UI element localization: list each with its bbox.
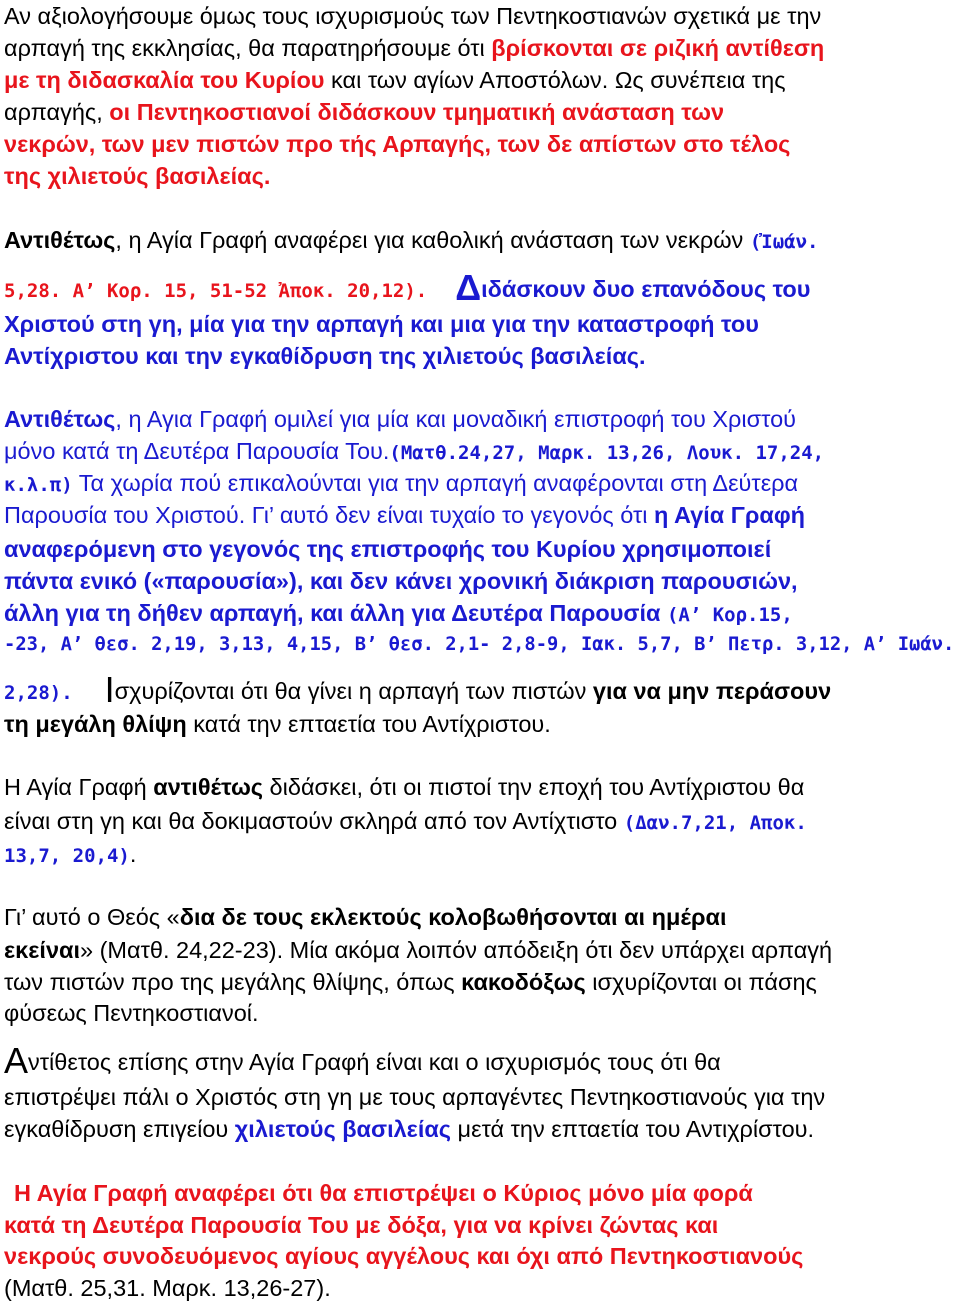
bold-text: εκείναι [4, 937, 80, 963]
text: ντίθετος επίσης στην Αγία Γραφή είναι και ο ισχυρισμός τους ότι θα [28, 1049, 721, 1075]
emphasis-text: άλλη για τη δήθεν αρπαγή, και άλλη για Δευτέρα Παρουσία [4, 600, 667, 626]
text-line [4, 403, 796, 435]
emphasis-text: χιλιετούς βασιλείας [234, 1116, 452, 1142]
reference-text: 5,28. Α’ Κορ. 15, 51-52 Ἀποκ. 20,12). [4, 280, 428, 302]
drop-capital: Α [4, 1040, 29, 1081]
reference-text: κ.λ.π) [4, 474, 73, 496]
drop-capital: Ι [104, 669, 115, 710]
reference-text: (Ἰωάν. [749, 231, 819, 253]
drop-capital: Δ [455, 267, 482, 308]
emphasis-text: βρίσκονται σε ριζική αντίθεση [491, 35, 825, 61]
emphasis-line: πάντα ενικό («παρουσία»), και δεν κάνει χρονική διάκριση παρουσιών, [4, 568, 798, 594]
blue-text: Παρουσία του Χριστού. Γι’ αυτό δεν είναι τυχαίο το γεγονός ότι [4, 502, 655, 528]
bold-text: δια δε τους εκλεκτούς κολοβωθήσονται αι ημέραι [179, 904, 727, 930]
text-line [4, 1113, 814, 1145]
text: αρπαγής, [4, 99, 110, 125]
blue-text: , η Αγια Γραφή ομιλεί για μία και μοναδική επιστροφή του Χριστού [115, 406, 797, 432]
bold-text: αντιθέτως [153, 774, 264, 800]
text: Η Αγία Γραφή [4, 774, 154, 800]
text: » (Ματθ. 24,22-23). Μία ακόμα λοιπόν απόδειξη ότι δεν υπάρχει αρπαγή [80, 937, 833, 963]
emphasis-line: νεκρούς συνοδευόμενος αγίους αγγέλους και όχι από Πεντηκοστιανούς [4, 1243, 804, 1269]
reference-line: -23, Α’ θεσ. 2,19, 3,13, 4,15, Β’ θεσ. 2,1- 2,8-9, Ιακ. 5,7, Β’ Πετρ. 3,12, Α’ Ιωάν. [4, 633, 955, 655]
text-line [4, 0, 821, 32]
text-line [4, 708, 551, 740]
text: εγκαθίδρυση επιγείου [4, 1116, 235, 1142]
text-line [4, 771, 804, 803]
text: Γι’ αυτό ο Θεός « [4, 904, 180, 930]
reference-text: (Α’ Κορ.15, [666, 604, 793, 626]
emphasis-line: Αντίχριστου και την εγκαθίδρυση της χιλιετούς βασιλείας. [4, 343, 646, 369]
text-line: επιστρέψει πάλι ο Χριστός στη γη με τους αρπαγέντες Πεντηκοστιανούς για την [4, 1084, 826, 1110]
reference-text: 2,28). [4, 682, 73, 704]
emphasis-line: της χιλιετούς βασιλείας. [4, 163, 271, 189]
blue-text: Τα χωρία πού επικαλούνται για την αρπαγή αναφέρονται στη Δεύτερα [72, 470, 799, 496]
text-line [4, 669, 832, 710]
text-line [4, 901, 726, 933]
text: των πιστών προ της μεγάλης θλίψης, όπως [4, 969, 462, 995]
text: αρπαγή της εκκλησίας, θα παρατηρήσουμε ότι [4, 35, 492, 61]
text-line [4, 499, 805, 531]
emphasis-line: Η Αγία Γραφή αναφέρει ότι θα επιστρέψει ο Κύριος μόνο μία φορά [14, 1180, 753, 1206]
blue-text: μόνο κατά τη Δευτέρα Παρουσία Του. [4, 438, 390, 464]
text-line [4, 64, 786, 96]
bold-text: Αντιθέτως [4, 227, 116, 253]
text-line [4, 467, 798, 501]
text: είναι στη γη και θα δοκιμαστούν σκληρά από τον Αντίχτιστο [4, 808, 624, 834]
text: διδάσκει, ότι οι πιστοί την εποχή του Αντίχριστου θα [263, 774, 805, 800]
text-line [4, 966, 817, 998]
emphasis-text: η Αγία Γραφή [654, 502, 806, 528]
text: κατά την επταετία του Αντίχριστου. [186, 711, 551, 737]
text-line [4, 96, 724, 128]
text-line [4, 934, 832, 966]
text-line [4, 597, 793, 631]
text-line: (Ματθ. 25,31. Μαρκ. 13,26-27). [4, 1275, 331, 1301]
text: σχυρίζονται ότι θα γίνει η αρπαγή των πιστών [114, 678, 593, 704]
text: . [129, 841, 137, 867]
text-line [4, 224, 818, 258]
bold-text: τη μεγάλη θλίψη [4, 711, 187, 737]
reference-text: (Δαν.7,21, Αποκ. [623, 812, 807, 834]
emphasis-line: κατά τη Δευτέρα Παρουσία Του με δόξα, για να κρίνει ζώντας και [4, 1212, 719, 1238]
bold-text: για να μην περάσουν [592, 678, 832, 704]
text-line [4, 838, 136, 872]
emphasis-line: Χριστού στη γη, μία για την αρπαγή και μια για την καταστροφή του [4, 311, 759, 337]
emphasis-line: νεκρών, των μεν πιστών προ τής Αρπαγής, των δε απίστων στο τέλος [4, 131, 791, 157]
emphasis-text: ιδάσκουν δυο επανόδους του [481, 276, 811, 302]
emphasis-text: Αντιθέτως [4, 406, 116, 432]
text: ισχυρίζονται οι πάσης [585, 969, 817, 995]
reference-text: 13,7, 20,4) [4, 845, 130, 867]
text: μετά την επταετία του Αντιχρίστου. [451, 1116, 815, 1142]
text-line [4, 805, 807, 839]
bold-text: κακοδόξως [461, 969, 586, 995]
text: , η Αγία Γραφή αναφέρει για καθολική ανάσταση των νεκρών [115, 227, 750, 253]
text: και των αγίων Αποστόλων. Ως συνέπεια της [324, 67, 786, 93]
text-line [4, 435, 824, 469]
text-line [4, 1040, 721, 1081]
emphasis-text: οι Πεντηκοστιανοί διδάσκουν τμηματική ανάσταση των [109, 99, 725, 125]
reference-text: (Ματθ.24,27, Μαρκ. 13,26, Λουκ. 17,24, [389, 442, 825, 464]
emphasis-text: με τη διδασκαλία του Κυρίου [4, 67, 325, 93]
text: Αν αξιολογήσουμε όμως τους ισχυρισμούς των Πεντηκοστιανών σχετικά με την [4, 3, 822, 29]
emphasis-line: αναφερόμενη στο γεγονός της επιστροφής του Κυρίου χρησιμοποιεί [4, 536, 772, 562]
text-line: φύσεως Πεντηκοστιανοί. [4, 1000, 259, 1026]
text-line [4, 267, 811, 308]
text-line [4, 32, 824, 64]
